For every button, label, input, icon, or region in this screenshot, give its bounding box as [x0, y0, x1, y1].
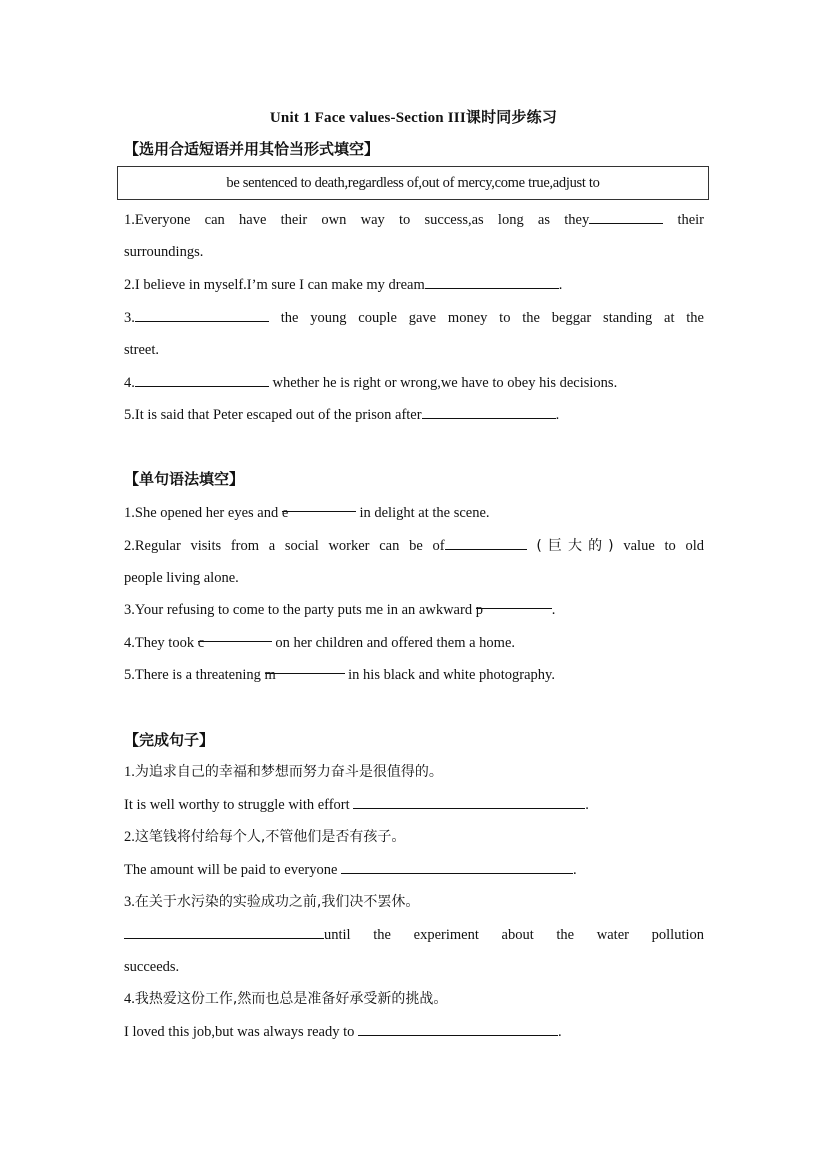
item-text: their — [677, 212, 705, 228]
s2-item-1 — [124, 497, 704, 529]
item-number: 1. — [124, 505, 135, 521]
hint-letter: c — [197, 635, 205, 651]
answer-blank[interactable] — [135, 307, 269, 322]
item-text: They took — [134, 635, 198, 651]
chinese-sentence: 我热爱这份工作,然而也总是准备好承受新的挑战。 — [134, 991, 448, 1007]
answer-blank[interactable] — [281, 497, 356, 521]
section-heading-grammar: 【单句语法填空】 — [124, 470, 245, 488]
s1-item-4 — [124, 367, 704, 399]
item-text: I believe in myself.I’m sure I can make my dream — [134, 277, 425, 293]
s3-item-1-cn — [124, 756, 704, 788]
chinese-sentence: 这笔钱将付给每个人,不管他们是否有孩子。 — [134, 829, 406, 845]
hint-letter: m — [264, 667, 276, 683]
s3-item-2-en — [124, 854, 704, 886]
s1-item-3-line2: street. — [124, 342, 160, 358]
s3-item-4-en — [124, 1016, 704, 1048]
item-number: 4. — [124, 375, 135, 391]
item-text: in his black and white photography. — [344, 667, 555, 683]
s2-item-2-line2: people living alone. — [124, 570, 239, 586]
item-text: value to old — [623, 538, 705, 554]
s3-item-1-en — [124, 789, 704, 821]
item-text: . — [573, 862, 577, 878]
item-text: I loved this job,but was always ready to — [124, 1024, 358, 1040]
item-text: . — [585, 797, 589, 813]
item-text: . — [551, 602, 556, 618]
s2-item-3 — [124, 594, 704, 626]
item-text: The amount will be paid to everyone — [124, 862, 342, 878]
s3-item-3-cn — [124, 886, 704, 918]
answer-blank[interactable] — [358, 1021, 558, 1036]
s3-item-4-cn — [124, 983, 704, 1015]
item-number: 3. — [124, 602, 135, 618]
s2-item-5 — [124, 659, 704, 691]
item-text: There is a threatening — [134, 667, 265, 683]
item-text: It is well worthy to struggle with effort — [124, 797, 354, 813]
answer-blank[interactable] — [475, 594, 552, 618]
answer-blank[interactable] — [341, 859, 573, 874]
item-number: 3. — [124, 310, 135, 326]
phrase-box — [117, 166, 709, 200]
answer-blank[interactable] — [589, 209, 663, 224]
answer-blank[interactable] — [425, 274, 559, 289]
s2-item-2-line1 — [124, 530, 704, 562]
item-number: 2. — [124, 538, 135, 554]
item-text: . — [555, 407, 560, 423]
item-text: It is said that Peter escaped out of the prison after — [134, 407, 422, 423]
answer-blank[interactable] — [197, 627, 272, 651]
item-text: in delight at the scene. — [355, 505, 490, 521]
phrase-list: be sentenced to death,regardless of,out of mercy,come true,adjust to — [226, 174, 600, 191]
item-text: She opened her eyes and — [134, 505, 282, 521]
chinese-hint: (巨大的) — [536, 538, 614, 554]
item-text: the young couple gave money to the beggar standing at the — [280, 310, 704, 326]
chinese-sentence: 在关于水污染的实验成功之前,我们决不罢休。 — [134, 894, 420, 910]
item-number: 3. — [124, 894, 135, 910]
answer-blank[interactable] — [353, 794, 585, 809]
s3-item-3-en-line2: succeeds. — [124, 959, 180, 975]
item-number: 2. — [124, 829, 135, 845]
item-number: 2. — [124, 277, 135, 293]
chinese-sentence: 为追求自己的幸福和梦想而努力奋斗是很值得的。 — [134, 764, 443, 780]
s2-item-4 — [124, 627, 704, 659]
item-text: Regular visits from a social worker can be of — [134, 538, 445, 554]
item-text: whether he is right or wrong,we have to obey his decisions. — [272, 375, 618, 391]
item-number: 5. — [124, 407, 135, 423]
s1-item-1-line2: surroundings. — [124, 244, 204, 260]
section-heading-complete: 【完成句子】 — [124, 731, 215, 749]
item-text: on her children and offered them a home. — [271, 635, 516, 651]
answer-blank[interactable] — [445, 535, 527, 550]
item-number: 1. — [124, 212, 135, 228]
s1-item-2 — [124, 269, 704, 301]
item-number: 5. — [124, 667, 135, 683]
answer-blank[interactable] — [124, 924, 324, 939]
item-text: . — [558, 277, 563, 293]
item-text: . — [557, 1024, 562, 1040]
section-heading-phrases: 【选用合适短语并用其恰当形式填空】 — [124, 140, 380, 158]
item-text: until the experiment about the water pollution — [324, 927, 704, 943]
item-number: 4. — [124, 991, 135, 1007]
item-text: Your refusing to come to the party puts me in an awkward — [134, 602, 476, 618]
answer-blank[interactable] — [422, 404, 556, 419]
s1-item-3-line1 — [124, 302, 704, 334]
item-number: 4. — [124, 635, 135, 651]
page-title: Unit 1 Face values-Section III课时同步练习 — [269, 110, 558, 126]
s1-item-1-line1 — [124, 204, 704, 236]
s1-item-5 — [124, 399, 704, 431]
hint-letter: p — [475, 602, 483, 618]
s3-item-2-cn — [124, 821, 704, 853]
answer-blank[interactable] — [264, 659, 345, 683]
s3-item-3-en — [124, 919, 704, 951]
hint-letter: e — [281, 505, 289, 521]
item-text: Everyone can have their own way to success,as long as they — [134, 212, 590, 228]
item-number: 1. — [124, 764, 135, 780]
answer-blank[interactable] — [135, 372, 269, 387]
